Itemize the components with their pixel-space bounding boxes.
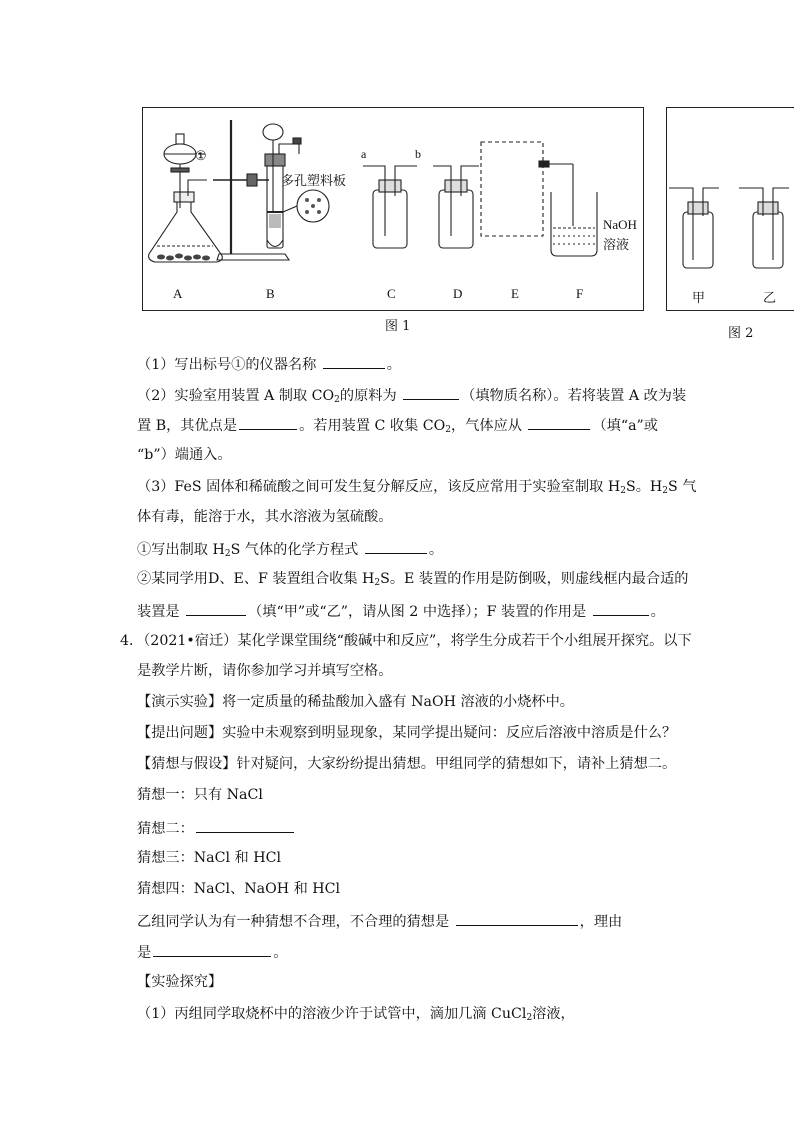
q3-part2-line2: 置 B，其优点是 。若用装置 C 收集 $CO_2$，气体应从 （填“a”或	[137, 414, 658, 440]
answer-blank[interactable]	[239, 414, 297, 430]
apparatus-f	[539, 161, 597, 256]
answer-blank[interactable]	[528, 414, 590, 430]
figure-1-apparatus	[142, 107, 644, 311]
label-e: E	[511, 286, 519, 301]
q4-stem-line2: 是教学片断，请你参加学习并填写空格。	[137, 663, 393, 679]
guess-4: 猜想四：NaCl、NaOH 和 HCl	[137, 881, 341, 897]
apparatus-a	[149, 134, 223, 262]
answer-blank[interactable]	[365, 538, 427, 554]
answer-blank[interactable]	[153, 941, 271, 957]
q4-reason: 是 。	[137, 941, 287, 963]
figure-2-caption: 图 2	[728, 326, 754, 341]
q4-question: 【提出问题】实验中未观察到明显现象，某同学提出疑问：反应后溶液中溶质是什么？	[137, 725, 677, 741]
q4-unreasonable: 乙组同学认为有一种猜想不合理，不合理的猜想是 ，理由	[137, 910, 622, 932]
label-d: D	[453, 286, 463, 301]
q3-part1: （1）写出标号①的仪器名称 。	[137, 353, 401, 375]
bottle-jia	[669, 188, 719, 268]
port-a-label: a	[361, 147, 367, 161]
answer-blank[interactable]	[186, 600, 246, 616]
label-c: C	[387, 286, 396, 301]
answer-blank[interactable]	[196, 817, 294, 833]
guess-2: 猜想二：	[137, 817, 296, 839]
q3-part3-sub2-line2: 装置是 （填“甲”或“乙”，请从图 2 中选择）；F 装置的作用是 。	[137, 600, 665, 622]
answer-blank[interactable]	[593, 600, 649, 616]
apparatus-d	[433, 166, 479, 248]
apparatus-b	[213, 120, 329, 260]
apparatus-c	[363, 166, 417, 248]
q3-part3-line2: 体有毒，能溶于水，其水溶液为氢硫酸。	[137, 509, 393, 525]
label-b: B	[266, 286, 275, 301]
port-b-label: b	[415, 147, 421, 161]
figure-2-bottles	[666, 107, 794, 311]
bottle-yi	[739, 188, 789, 268]
q3-part2-line1: （2）实验室用装置 A 制取 $CO_2$的原料为 （填物质名称）。若将装置 A 改为装	[137, 384, 686, 410]
figure-1-caption: 图 1	[385, 319, 411, 334]
apparatus-e-box	[481, 142, 543, 236]
q4-hypothesis: 【猜想与假设】针对疑问，大家纷纷提出猜想。甲组同学的猜想如下，请补上猜想二。	[137, 756, 677, 772]
bottles-drawing	[667, 108, 794, 312]
q4-experiment-heading: 【实验探究】	[137, 974, 223, 990]
naoh-label: NaOH	[603, 217, 637, 232]
label-jia: 甲	[692, 290, 706, 305]
circle-marker: ①	[195, 148, 207, 163]
apparatus-drawing	[143, 108, 645, 312]
q3-part3-line1: （3）FeS 固体和稀硫酸之间可发生复分解反应，该反应常用于实验室制取 $H_2S$。$H_2S$ 气	[137, 479, 697, 496]
label-a: A	[173, 286, 183, 301]
answer-blank[interactable]	[456, 910, 578, 926]
q4-experiment-part1: （1）丙组同学取烧杯中的溶液少许于试管中，滴加几滴 CuCl$_2$溶液，	[137, 1006, 575, 1023]
answer-blank[interactable]	[323, 353, 385, 369]
guess-1: 猜想一：只有 NaCl	[137, 787, 263, 803]
q3-part3-sub1: ①写出制取 $H_2S$ 气体的化学方程式 。	[137, 538, 443, 564]
q4-stem-line1: 4．（2021•宿迁）某化学课堂围绕“酸碱中和反应”，将学生分成若干个小组展开探究。以下	[120, 633, 692, 649]
label-yi: 乙	[763, 290, 777, 305]
plate-label: 多孔塑料板	[281, 173, 347, 188]
guess-3: 猜想三：NaCl 和 HCl	[137, 850, 281, 866]
q4-demo: 【演示实验】将一定质量的稀盐酸加入盛有 NaOH 溶液的小烧杯中。	[137, 694, 574, 710]
solution-label: 溶液	[603, 237, 630, 252]
label-f: F	[576, 286, 584, 301]
q3-part3-sub2-line1: ②某同学用D、E、F 装置组合收集 $H_2S$。E 装置的作用是防倒吸，则虚线框内最合适的	[137, 571, 689, 588]
q3-part2-line3: “b”）端通入。	[137, 447, 232, 463]
answer-blank[interactable]	[403, 384, 459, 400]
